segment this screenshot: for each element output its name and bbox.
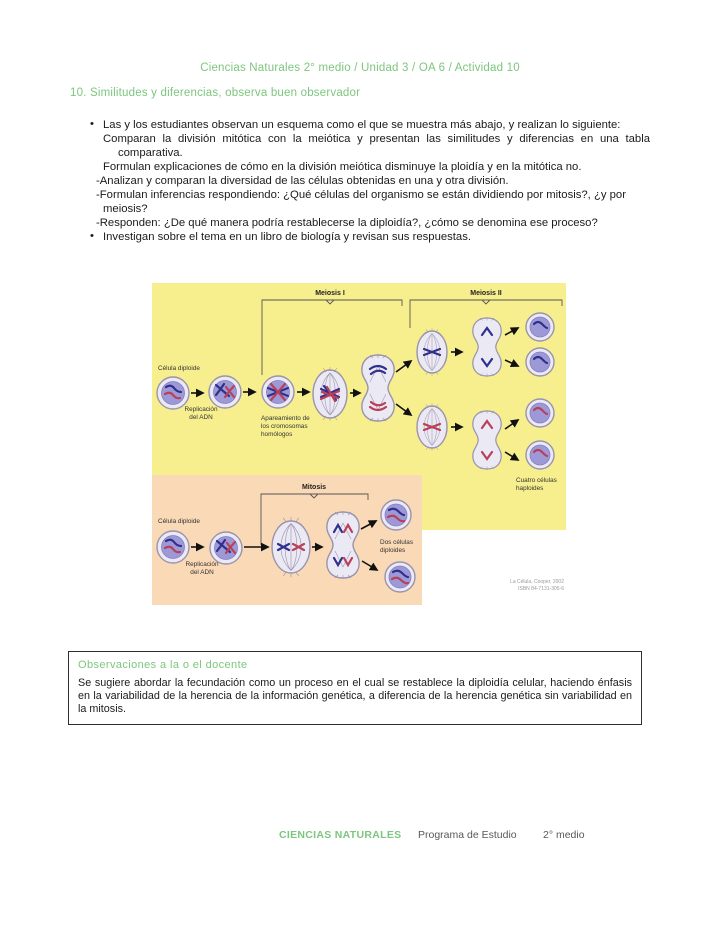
list-item-text: Las y los estudiantes observan un esquema como el que se muestra más abajo, y realizan lo siguiente:: [103, 119, 621, 131]
list-item-text: Investigan sobre el tema en un libro de biología y revisan sus respuestas.: [103, 231, 471, 243]
cell-haploid: [526, 348, 554, 376]
cell-haploid: [526, 313, 554, 341]
bullet-marker: •: [90, 230, 94, 242]
note-box-heading: Observaciones a la o el docente: [78, 659, 248, 671]
diploid-cell-label: Célula diploide: [158, 365, 200, 372]
list-item: -Analizan y comparan la diversidad de las células obtenidas en una y otra división.: [96, 175, 509, 187]
list-item: Formulan explicaciones de cómo en la división meiótica disminuye la ploidía y en la mitótica no.: [103, 161, 582, 173]
dna-replication-label: Replicación: [185, 561, 219, 568]
cell-haploid: [526, 441, 554, 469]
figure-credit: ISBN 84-7131-305-6: [518, 586, 564, 592]
cell-diploid-result: [381, 500, 411, 530]
dna-replication-label: del ADN: [189, 414, 213, 421]
note-box-body: Se sugiere abordar la fecundación como un proceso en el cual se restablece la diploidía celular, haciendo énfasis en la variabilidad de la herencia de la información genética, a diferencia de la herencia genética sin variabilidad en la mitosis.: [78, 677, 632, 715]
pairing-label: los cromosomas: [261, 423, 308, 430]
footer-brand: CIENCIAS NATURALES: [279, 829, 402, 841]
instructions-list: [88, 118, 650, 244]
meiosis-result-label: haploides: [516, 485, 544, 492]
list-item: [88, 118, 650, 132]
pairing-label: Apareamiento de: [261, 415, 310, 422]
cell-dna-replicated: [210, 532, 242, 564]
mitosis-result-label: diploides: [380, 547, 406, 554]
list-item: -Formulan inferencias respondiendo: ¿Qué células del organismo se están dividiendo por mitosis?, ¿y por meiosis?: [96, 189, 626, 215]
meiosis-mitosis-figure: [148, 283, 578, 609]
cell-homolog-pairing: [262, 376, 294, 408]
meiosis2-label: Meiosis II: [470, 290, 502, 297]
footer-program: Programa de Estudio: [418, 829, 517, 841]
dna-replication-label: del ADN: [190, 569, 214, 576]
dna-replication-label: Replicación: [184, 406, 218, 413]
mitosis-result-label: Dos células: [380, 539, 414, 546]
activity-title: 10. Similitudes y diferencias, observa buen observador: [70, 87, 361, 99]
footer-grade: 2° medio: [543, 829, 585, 841]
list-item: [88, 230, 650, 244]
pairing-label: homólogos: [261, 431, 293, 438]
list-item: -Responden: ¿De qué manera podría restablecerse la diploidía?, ¿cómo se denomina ese proceso?: [96, 217, 598, 229]
bullet-marker: •: [90, 118, 94, 130]
cell-diploid-result: [385, 562, 415, 592]
meiosis1-label: Meiosis I: [315, 290, 345, 297]
list-item: Comparan la división mitótica con la meiótica y presentan las similitudes y diferencias en una tabla comparativa.: [103, 133, 650, 159]
cell-diploid: [157, 531, 189, 563]
figure-credit: La Célula, Cooper, 2002: [510, 579, 564, 585]
cell-diploid: [157, 377, 189, 409]
diploid-cell-label: Célula diploide: [158, 518, 200, 525]
cell-haploid: [526, 399, 554, 427]
note-box: [68, 651, 642, 725]
header-title: Ciencias Naturales 2° medio / Unidad 3 / OA 6 / Actividad 10: [200, 62, 520, 74]
cell-dna-replicated: [209, 376, 241, 408]
mitosis-label: Mitosis: [301, 484, 327, 491]
meiosis-result-label: Cuatro células: [516, 477, 557, 484]
